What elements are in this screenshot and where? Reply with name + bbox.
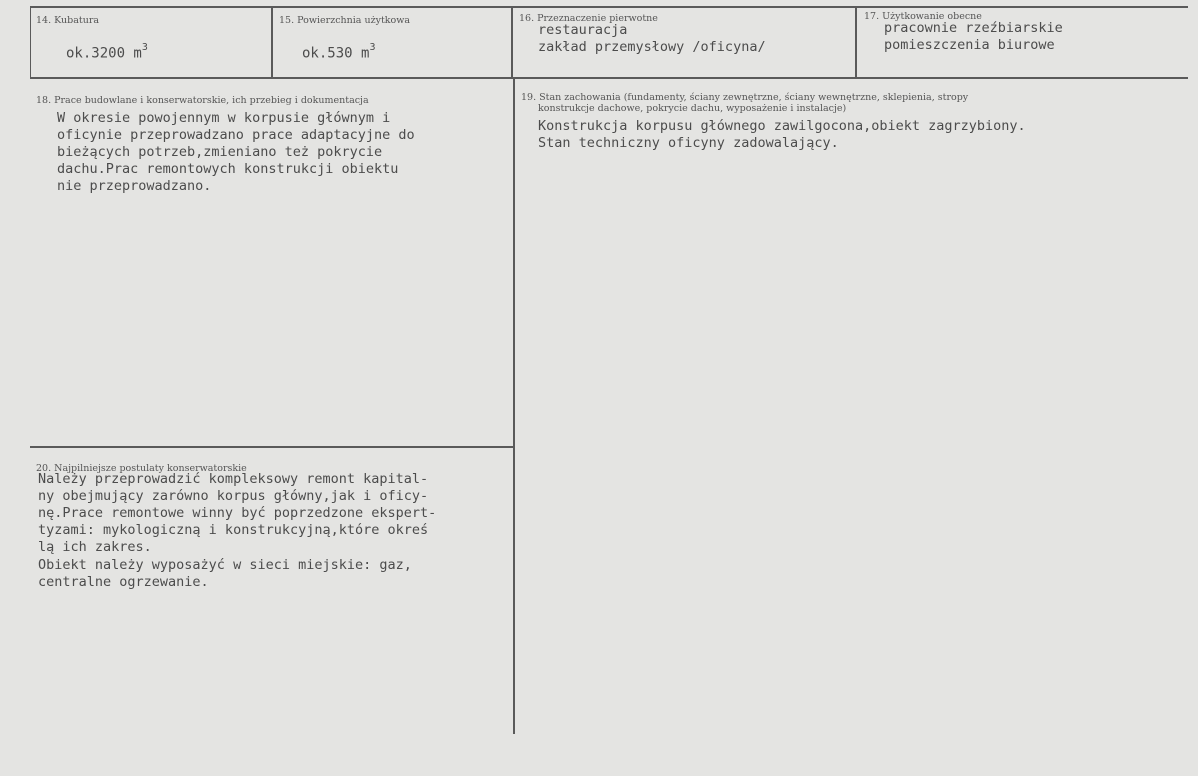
top-border-line (30, 6, 1188, 8)
field-17-label: 17. Użytkowanie obecne (864, 11, 982, 22)
field-18-line-3: bieżących potrzeb,zmieniano też pokrycie (57, 144, 383, 160)
field-14-value-text: ok.3200 m (66, 45, 142, 62)
field-20-line-2: ny obejmujący zarówno korpus główny,jak i oficy- (38, 488, 429, 504)
field-17-line-2: pomieszczenia biurowe (884, 37, 1055, 53)
field-14-label: 14. Kubatura (36, 15, 100, 26)
field-15-unit-sup: 3 (369, 42, 376, 53)
field-20-line-5: lą ich zakres. (38, 539, 152, 555)
field-14-unit-sup: 3 (141, 42, 148, 53)
field-18-line-4: dachu.Prac remontowych konstrukcji obiektu (57, 161, 399, 177)
field-20-line-1: Należy przeprowadzić kompleksowy remont kapital- (38, 471, 429, 487)
field-18-line-1: W okresie powojennym w korpusie głównym i (57, 110, 391, 126)
field-16-line-2: zakład przemysłowy /oficyna/ (538, 39, 766, 55)
field-20-line-6: Obiekt należy wyposażyć w sieci miejskie: gaz, (38, 557, 412, 573)
divider-main-columns (513, 79, 515, 734)
divider-14-15 (271, 6, 273, 79)
field-20-line-3: nę.Prace remontowe winny być poprzedzone ekspert- (38, 505, 437, 521)
left-edge-line (30, 6, 31, 79)
field-15-value-text: ok.530 m (302, 45, 370, 62)
field-15-label: 15. Powierzchnia użytkowa (279, 15, 411, 26)
field-14-value (66, 44, 148, 62)
field-15-value (302, 44, 375, 62)
field-20-label: 20. Najpilniejsze postulaty konserwatorskie (36, 463, 247, 474)
divider-15-16 (511, 6, 513, 79)
field-19-line-2: Stan techniczny oficyny zadowalający. (538, 135, 839, 151)
field-20-line-7: centralne ogrzewanie. (38, 574, 209, 590)
divider-16-17 (855, 6, 857, 79)
field-19-label-line-2: konstrukcje dachowe, pokrycie dachu, wyposażenie i instalacje) (538, 103, 847, 114)
field-19-label-line-1: 19. Stan zachowania (fundamenty, ściany zewnętrzne, ściany wewnętrzne, sklepienia, stropy (521, 92, 969, 103)
field-20-line-4: tyzami: mykologiczną i konstrukcyjną,które okreś (38, 522, 429, 538)
field-16-line-1: restauracja (538, 22, 628, 38)
header-bottom-line (30, 77, 1188, 79)
field-18-line-5: nie przeprowadzano. (57, 178, 212, 194)
field-18-line-2: oficynie przeprowadzano prace adaptacyjne do (57, 127, 415, 143)
field-16-label: 16. Przeznaczenie pierwotne (519, 13, 658, 24)
field-18-label: 18. Prace budowlane i konserwatorskie, ich przebieg i dokumentacja (36, 95, 369, 106)
divider-18-20 (30, 446, 513, 448)
field-17-line-1: pracownie rzeźbiarskie (884, 20, 1063, 36)
field-19-line-1: Konstrukcja korpusu głównego zawilgocona,obiekt zagrzybiony. (538, 118, 1026, 134)
